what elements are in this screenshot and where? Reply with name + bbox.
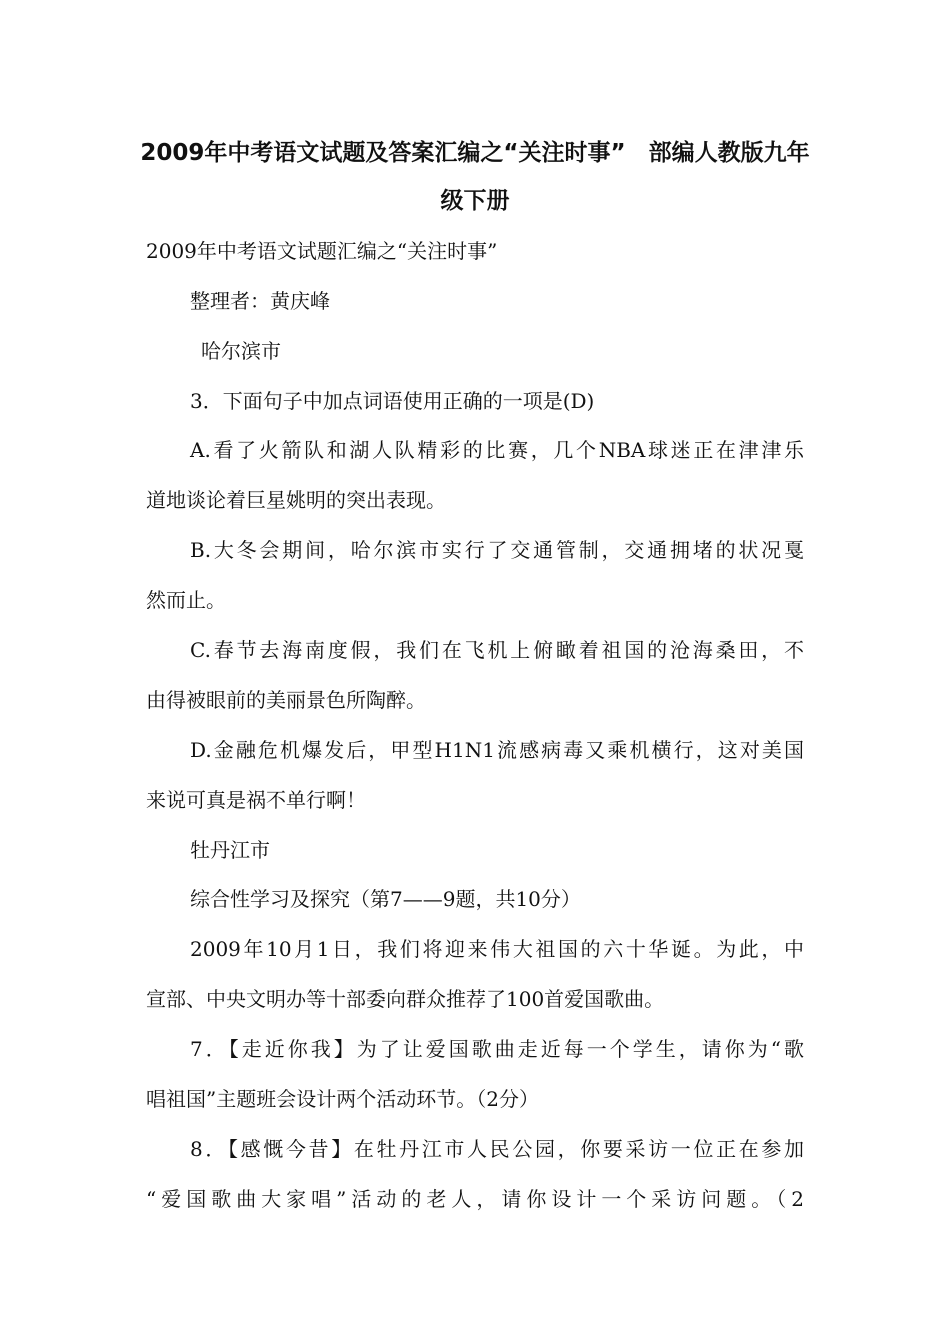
option-a-line-2: 道地谈论着巨星姚明的突出表现。 — [146, 488, 446, 512]
question-8-line-2: “爱国歌曲大家唱”活动的老人，请你设计一个采访问题。（2 — [146, 1187, 804, 1211]
option-b-line-2: 然而止。 — [146, 588, 226, 612]
option-b-line-1: B.大冬会期间，哈尔滨市实行了交通管制，交通拥堵的状况戛 — [190, 538, 804, 562]
question-3: 3．下面句子中加点词语使用正确的一项是(D) — [190, 389, 595, 413]
question-7-line-2: 唱祖国”主题班会设计两个活动环节。（2分） — [146, 1087, 539, 1111]
intro-paragraph-line-1: 2009年10月1日，我们将迎来伟大祖国的六十华诞。为此，中 — [190, 937, 804, 961]
document-title-line-2: 级下册 — [440, 188, 510, 214]
intro-paragraph-line-2: 宣部、中央文明办等十部委向群众推荐了100首爱国歌曲。 — [146, 987, 665, 1011]
option-c-line-2: 由得被眼前的美丽景色所陶醉。 — [146, 688, 426, 712]
subtitle: 2009年中考语文试题汇编之“关注时事” — [146, 239, 498, 263]
document-title-line-1: 2009年中考语文试题及答案汇编之“关注时事” 部编人教版九年 — [140, 140, 810, 166]
question-7-line-1: 7．【走近你我】为了让爱国歌曲走近每一个学生，请你为“歌 — [190, 1037, 804, 1061]
option-d-line-2: 来说可真是祸不单行啊！ — [146, 788, 366, 812]
section-title-integrated-study: 综合性学习及探究（第7——9题，共10分） — [190, 887, 581, 911]
section-heading-mudanjiang: 牡丹江市 — [190, 838, 270, 862]
option-a-line-1: A.看了火箭队和湖人队精彩的比赛，几个NBA球迷正在津津乐 — [190, 438, 804, 462]
compiler-line: 整理者：黄庆峰 — [190, 289, 330, 313]
option-c-line-1: C.春节去海南度假，我们在飞机上俯瞰着祖国的沧海桑田，不 — [190, 638, 804, 662]
option-d-line-1: D.金融危机爆发后，甲型H1N1流感病毒又乘机横行，这对美国 — [190, 738, 804, 762]
section-heading-harbin: 哈尔滨市 — [201, 339, 281, 363]
question-8-line-1: 8．【感慨今昔】在牡丹江市人民公园，你要采访一位正在参加 — [190, 1137, 804, 1161]
